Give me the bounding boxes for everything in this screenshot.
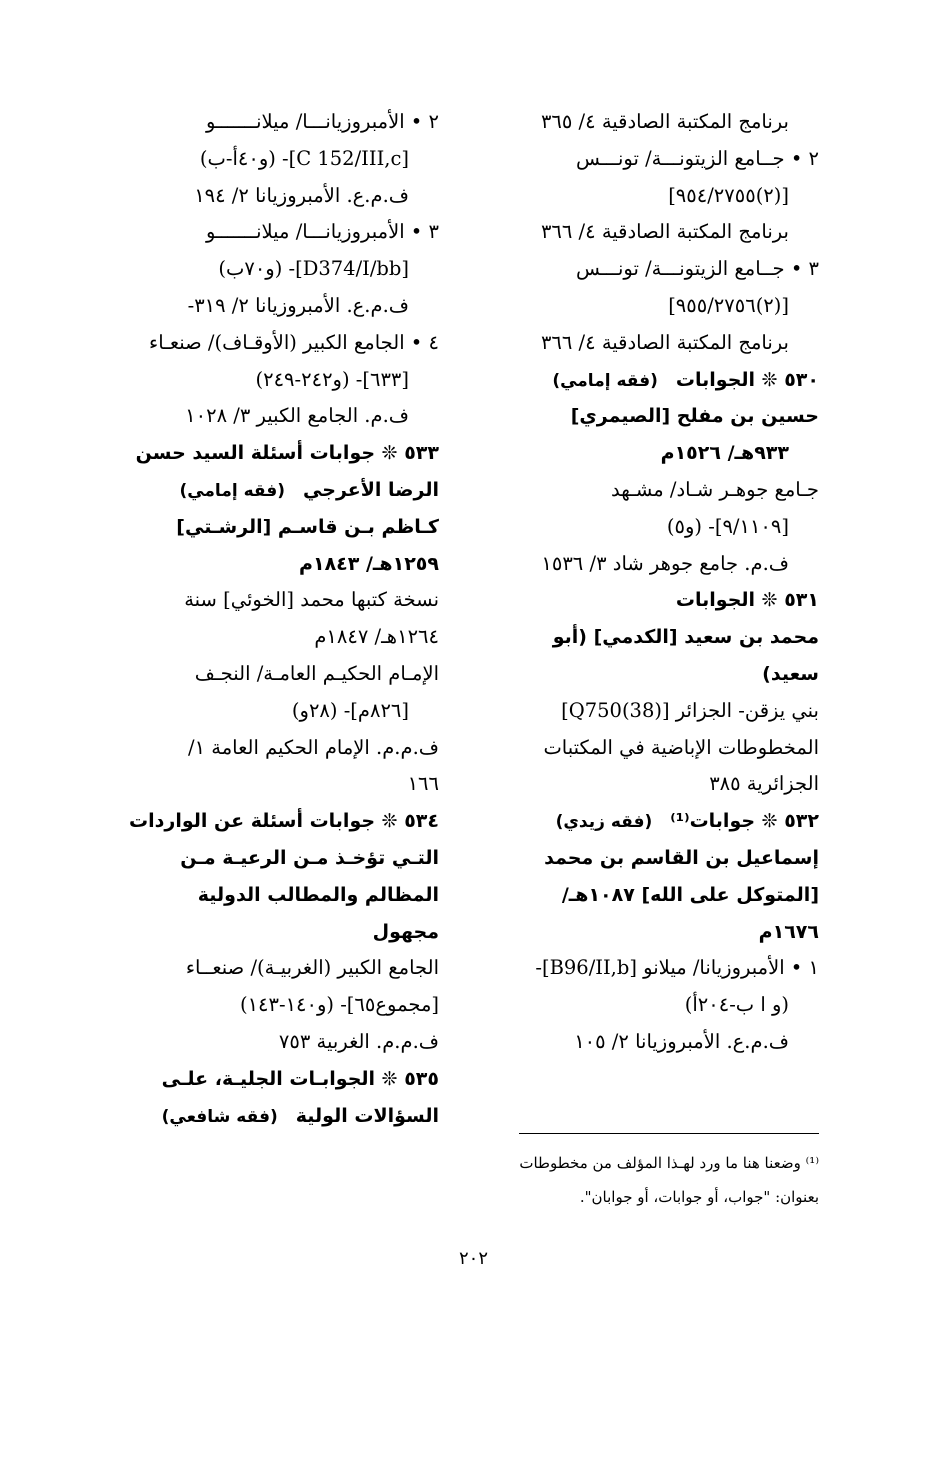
line-text: [٩/١١٠٩]- (و٥) xyxy=(666,514,789,538)
line-text: ف.م.ع. الأمبروزيانا ٢/ ١٠٥ xyxy=(574,1029,789,1053)
line-text: سعيد) xyxy=(762,662,819,685)
line-text: المظالم والمطالب الدولية xyxy=(197,883,439,906)
line-text: ٣ • الأمبروزيانـــا/ ميلانـــــــو xyxy=(206,220,439,244)
text-line xyxy=(479,141,819,178)
text-line xyxy=(479,214,819,251)
line-text: ٢ • الأمبروزيانـــا/ ميلانـــــــو xyxy=(206,110,439,133)
line-text: [مجموع٦٥]- (و١٤٠-١٤٣) xyxy=(239,993,439,1017)
text-line xyxy=(104,619,439,656)
text-line xyxy=(479,325,819,362)
line-text: برنامج المكتبة الصادقية ٤/ ٣٦٦ xyxy=(540,220,789,244)
text-line xyxy=(104,877,439,914)
line-text: الإمـام الحكيـم العامـة/ النجـف xyxy=(194,661,439,685)
text-line xyxy=(104,435,439,472)
text-line xyxy=(104,1024,439,1061)
line-text: [(٢)٩٥٥/٢٧٥٦] xyxy=(668,293,789,317)
text-line xyxy=(104,766,439,803)
text-line xyxy=(104,693,439,730)
line-text: ١٦٦ xyxy=(407,772,439,796)
page-number: ٢٠٢ xyxy=(458,1248,488,1269)
line-text: برنامج المكتبة الصادقية ٤/ ٣٦٦ xyxy=(540,330,789,354)
line-text: المخطوطات الإباضية في المكتبات xyxy=(543,735,819,759)
line-text: ٥٣٠ ❊ الجوابات xyxy=(675,368,819,391)
text-line xyxy=(104,251,439,288)
text-line xyxy=(479,398,819,435)
text-line xyxy=(104,214,439,251)
text-line xyxy=(479,1024,819,1061)
line-text: [(٢)٩٥٤/٢٧٥٥] xyxy=(668,183,789,207)
line-text: جـامع جوهـر شـاد/ مشـهد xyxy=(610,477,819,501)
text-line xyxy=(479,619,819,656)
text-line xyxy=(104,178,439,215)
line-text: ف.م. الجامع الكبير ٣/ ١٠٢٨ xyxy=(185,404,409,428)
text-line xyxy=(104,325,439,362)
line-text: [٨٢٦م]- (٢٨و) xyxy=(291,698,409,722)
text-line xyxy=(104,914,439,951)
line-text: ١٢٦٤هـ/ ١٨٤٧م xyxy=(314,625,439,649)
text-line xyxy=(104,141,439,178)
text-line xyxy=(479,987,819,1024)
line-text: التـي تؤخـذ مـن الرعيـة مـن xyxy=(180,846,439,869)
text-line xyxy=(104,546,439,583)
text-line xyxy=(479,582,819,619)
text-line xyxy=(104,987,439,1024)
right-column xyxy=(479,104,819,1061)
subject-tag: (فقه زيدي) xyxy=(555,812,653,833)
subject-tag: (فقه إمامي) xyxy=(179,480,286,501)
text-line xyxy=(104,288,439,325)
text-line xyxy=(479,509,819,546)
text-line xyxy=(104,730,439,767)
text-line xyxy=(104,472,439,509)
text-line xyxy=(104,803,439,840)
line-text: ١٦٧٦م xyxy=(758,920,819,943)
text-line xyxy=(479,435,819,472)
line-text: ف.م.ع. الأمبروزيانا ٢/ ٣١٩- xyxy=(187,293,409,317)
left-column xyxy=(104,104,439,1134)
text-line xyxy=(479,803,819,840)
line-text: الرضا الأعرجي xyxy=(303,478,439,501)
line-text: ٥٣٣ ❊ جوابات أسئلة السيد حسن xyxy=(135,442,439,465)
line-text: (و ا ب-٢٠٤أ) xyxy=(684,993,789,1017)
text-line xyxy=(479,840,819,877)
line-text: ف.م. جامع جوهر شاد ٣/ ١٥٣٦ xyxy=(541,551,789,575)
text-line xyxy=(479,950,819,987)
line-text: [٦٣٣]- (و٢٤٢-٢٤٩) xyxy=(255,367,409,391)
text-line xyxy=(479,546,819,583)
line-text: كـاظم بـن قاسـم [الرشـتي] xyxy=(176,515,439,538)
text-line xyxy=(479,877,819,914)
text-line xyxy=(104,950,439,987)
line-text: [المتوكل على الله] ١٠٨٧هـ/ xyxy=(561,883,819,906)
text-line xyxy=(479,104,819,141)
text-line xyxy=(479,472,819,509)
text-line xyxy=(479,251,819,288)
line-text: [C 152/III,c]- (و٤٠أ-ب) xyxy=(199,146,409,170)
text-line xyxy=(104,1061,439,1098)
footnote-line: بعنوان: "جواب، أو جوابات، أو جوابان". xyxy=(579,1188,819,1206)
text-line xyxy=(104,362,439,399)
line-text: بني يزقن- الجزائر [Q750(38)] xyxy=(561,698,819,722)
line-text: ٢ • جــامع الزيتونـــة/ تونـــس xyxy=(575,146,819,170)
line-text: ١٢٥٩هـ/ ١٨٤٣م xyxy=(299,552,439,575)
line-text: الجامع الكبير (الغربيـة)/ صنعــاء xyxy=(185,956,439,980)
line-text: السؤالات الولية xyxy=(295,1104,439,1127)
text-line xyxy=(104,509,439,546)
text-line xyxy=(104,582,439,619)
text-line xyxy=(479,914,819,951)
text-line xyxy=(479,656,819,693)
line-text: الجزائرية ٣٨٥ xyxy=(709,772,819,796)
text-line xyxy=(104,1098,439,1135)
line-text: نسخة كتبها محمد [الخوئي] سنة xyxy=(184,588,439,612)
line-text: محمد بن سعيد [الكدمي] (أبو xyxy=(552,626,819,649)
line-text: ف.م.م. الإمام الحكيم العامة ١/ xyxy=(188,735,439,759)
text-line xyxy=(104,398,439,435)
line-text: ٥٣٤ ❊ جوابات أسئلة عن الواردات xyxy=(129,810,439,833)
text-line xyxy=(479,288,819,325)
line-text: ١ • الأمبروزيانا/ ميلانو [B96/II,b]- xyxy=(535,956,819,980)
line-text: ٤ • الجامع الكبير (الأوقـاف)/ صنعـاء xyxy=(149,330,439,354)
text-line xyxy=(479,730,819,767)
line-text: إسماعيل بن القاسم بن محمد xyxy=(544,846,819,869)
subject-tag: (فقه إمامي) xyxy=(552,370,658,391)
line-text: ٥٣١ ❊ الجوابات xyxy=(675,589,819,612)
footnote xyxy=(499,1146,819,1214)
line-text: ٣ • جــامع الزيتونـــة/ تونـــس xyxy=(575,257,819,281)
line-text: ف.م.م. الغربية ٧٥٣ xyxy=(278,1029,439,1053)
line-text: ٩٣٣هـ/ ١٥٢٦م xyxy=(660,442,789,465)
line-text: ٥٣٥ ❊ الجوابـات الجليـة، علـى xyxy=(161,1067,439,1090)
line-text: ف.م.ع. الأمبروزيانا ٢/ ١٩٤ xyxy=(194,183,409,207)
text-line xyxy=(104,656,439,693)
line-text: ٥٣٢ ❊ جوابات⁽¹⁾ xyxy=(670,810,819,833)
text-line xyxy=(479,766,819,803)
line-text: برنامج المكتبة الصادقية ٤/ ٣٦٥ xyxy=(540,110,789,133)
line-text: [D374/I/bb]- (و٧٠ب) xyxy=(218,257,409,281)
footnote-line: ⁽¹⁾ وضعنا هنا ما ورد لهـذا المؤلف من مخطوطات xyxy=(519,1154,819,1172)
text-line xyxy=(479,178,819,215)
line-text: مجهول xyxy=(372,920,439,943)
footnote-divider xyxy=(519,1133,819,1134)
subject-tag: (فقه شافعي) xyxy=(161,1106,278,1127)
text-line xyxy=(479,693,819,730)
text-line xyxy=(104,104,439,141)
text-line xyxy=(479,362,819,399)
text-line xyxy=(104,840,439,877)
line-text: حسين بن مفلح [الصيمري] xyxy=(570,405,819,428)
